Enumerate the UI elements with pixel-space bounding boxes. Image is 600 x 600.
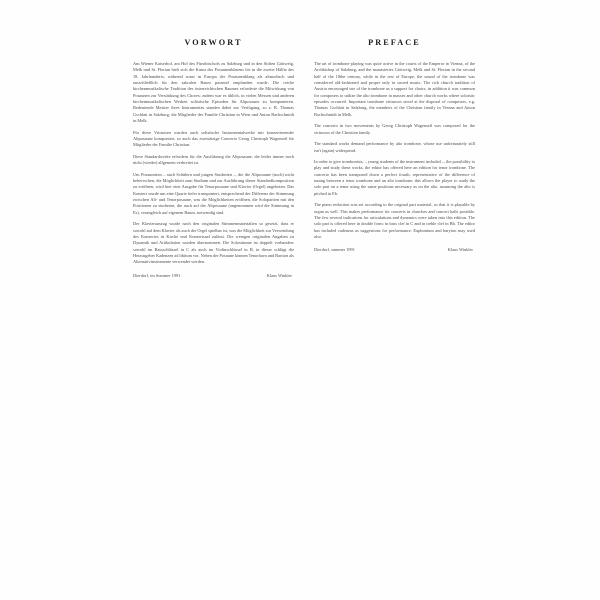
english-paragraph-1: The art of trombone playing was quite active in the courts of the Emperor in Vienna, of the Archbishop of Salzburg, and the monasteries Göttweig, Melk and St. Florian in the second half of the 18the century, while in the rest of Europe, the sound of the trombone was considered old-fashioned and proper only in sacred music. The rich church tradition of Austria encouraged use of the trombone as a support for choirs; in addition it was common for composers to utilize the alto trombone in masses and other church works where soloistic episodes occurred. Important trombone virtuosos stood at the disposal of composers, e.g. Thomas Gschlatt in Salzburg, the members of the Christian family in Vienna and Anton Bachschmidt in Melk. bbox=[314, 61, 475, 117]
german-signature bbox=[133, 273, 294, 279]
german-paragraph-5: Der Klavierauszug wurde nach den originalen Stimmenmaterialien so gesetzt, dass er sowohl auf dem Klavier als auch der Orgel spielbar ist, was die Möglichkeit zur Verwendung des Konzertes in Kirche und Konzertsaal zulässt. Die wenigen originalen Angaben zu Dynamik und Artikulation wurden übernommen. Die Solostimme ist doppelt vorhanden: sowohl im Bassschlüssel in C als auch im Violinschlüssel in B, in dieser schlägt die Herausgeber Kadenzen ad libitum vor. Neben der Posaune können Tenorhorn und Bariton als Alternativinstrumente verwendet werden. bbox=[133, 221, 294, 265]
english-heading: PREFACE bbox=[368, 38, 421, 47]
german-paragraph-3: Diese Standardwerke erfordern für die Ausführung die Altposaune, die leider immer noch nicht (wieder) allgemein verbreitet ist. bbox=[133, 153, 294, 166]
page-content bbox=[133, 38, 475, 279]
english-signature bbox=[314, 247, 475, 253]
german-heading: VORWORT bbox=[184, 38, 243, 47]
german-paragraph-4: Um Posaunisten – auch Schülern und jungen Studenten –, die die Altposaune (noch) nicht beherrschen, die Möglichkeit zum Studium und zur Ausführung dieser Standardkomposition zu eröffnen, wird hier eine Ausgabe für Tenorposaune und Klavier (Orgel) angeboten. Das Konzert wurde um eine Quarte tiefer transponiert, entsprechend der Differenz der Stimmung zwischen Alt- und Tenorposaune, was die Möglichkeiten eröffnen, die Solopartien mit den Positionen zu studieren, die auch auf der Altposaune (angenommen wird die Stimmung in Es), verangleich auf eigenem Raum, notwendig sind. bbox=[133, 171, 294, 215]
german-signature-place-date: Dierdorf, im Sommer 1991 bbox=[133, 272, 181, 278]
german-paragraph-1: Am Wiener Kaiserhof, am Hof des Fürstbischofs zu Salzburg und in den Stiften Göttweig, Melk und St. Florian hielt sich die Kunst des Posaunenblasens bis in die zweite Hälfte des 18. Jahrhunderts, während sonst in Europa der Posaunenklang als altmodisch und ausschließlich für den sakralen Raum passend empfunden wurde. Die reiche kirchenmusikalische Tradition des österreichischen Raumes erforderte die Mitwirkung von Posaunen zur Verstärkung des Chores; zudem war es üblich, in vielen Messen und anderen kirchenmusikalischen Werken solistische Episoden für Altposaune zu komponieren. Bedeutende Meister ihres Instrumentes standen dabei zur Verfügung, so z. B. Thomas Gschlatt in Salzburg, die Mitglieder der Familie Christian in Wien und Anton Bachschmidt in Melk. bbox=[133, 61, 294, 124]
english-paragraph-3: The standard works demand performance by alto trombone, whose use unfortunately still isn't (again) widespread. bbox=[314, 141, 475, 153]
english-signature-place-date: Dierdorf, summer 1991 bbox=[314, 247, 355, 253]
english-signature-name: Klaus Winkler bbox=[447, 247, 473, 253]
english-paragraph-5: The piano reduction was set according to the original part material, so that it is playable by organ as well. This makes performance for concerts in churches and concert halls possible. The few several indications for articulations and dynamics were taken into this edition. The solo part is offered here in double form: in bass clef in C and in treble clef in Bb. The editor has included cadenzas as suggestions for performance. Euphonium and baryton may used also. bbox=[314, 202, 475, 239]
two-column-layout bbox=[133, 38, 475, 279]
german-signature-name: Klaus Winkler bbox=[266, 272, 292, 278]
english-paragraph-2: The concerto in two movements by Georg Christoph Wagenseil was composed for the virtuosos of the Christian family. bbox=[314, 123, 475, 135]
english-paragraph-4: In order to give trombonists, – young students of the instrument included –, the possibility to play and study these works, the editor has offered here an edition for tenor trombone. The concerto has been transposed down a perfect fourth, representative of the difference of tuning between a tenor trombone and an alto trombone; this allows the player to study the solo part on a tenor using the same positions necessary as on the alto, assuming the alto is pitched in Eb. bbox=[314, 159, 475, 196]
english-column bbox=[314, 38, 475, 254]
german-paragraph-2: Für diese Virtuosen wurden auch solistische Instrumentalwerke mit konzertierender Altposaune komponiert, so auch das zweisätzige Concerto Georg Christoph Wagenseil für Mitglieder der Familie Christian. bbox=[133, 129, 294, 148]
german-column bbox=[133, 38, 294, 279]
